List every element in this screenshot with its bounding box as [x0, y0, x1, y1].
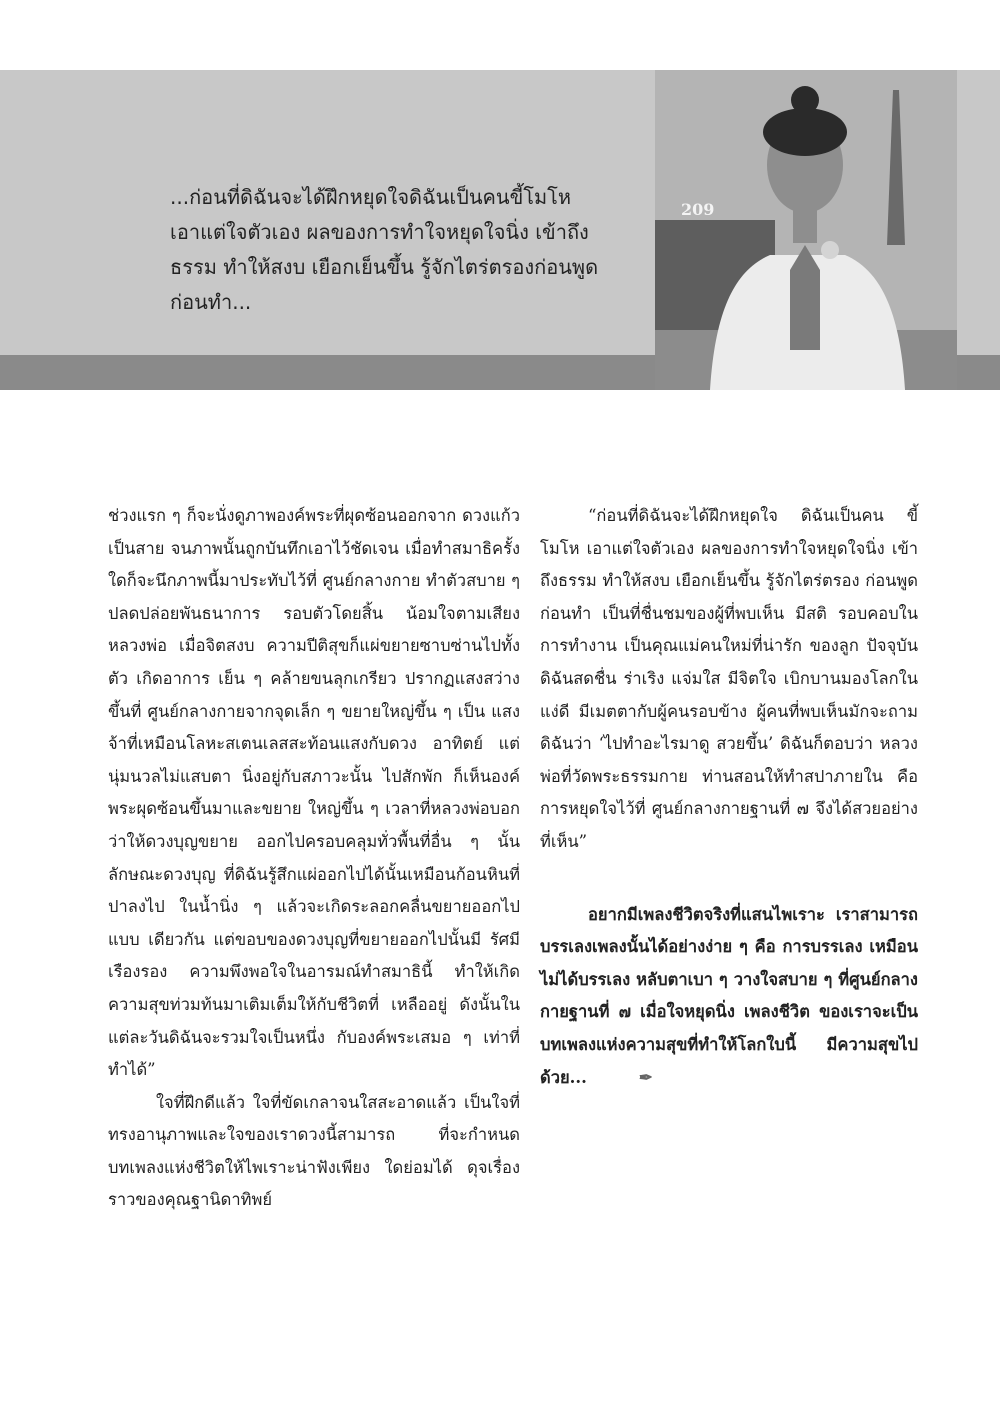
text-line: เมื่อทำสมาธิครั้งใดก็จะนึกภาพนี้มาประทับไว้ที่	[108, 538, 520, 591]
right-column	[540, 500, 918, 1094]
pull-quote-line: ...ก่อนที่ดิฉันจะได้ฝึกหยุดใจดิฉันเป็นคนขี้โมโห	[170, 185, 572, 209]
right-paragraph-2	[540, 899, 918, 1095]
text-line: ก่อนพูด ก่อนทำ เป็นที่ชื่นชมของผู้ที่พบเห็น มีสติ	[540, 571, 918, 623]
text-line: ผู้คนที่พบเห็นมักจะถามดิฉันว่า ‘ไปทำอะไรมาดู	[540, 701, 918, 754]
text-line: ศูนย์กลางกาย ทำตัวสบาย ๆ ปลดปล่อยพันธนาการ	[108, 571, 520, 623]
right-paragraph-1	[540, 500, 918, 859]
text-line: ที่ศูนย์กลางกายฐานที่ ๗ เมื่อใจหยุดนิ่ง เพลงชีวิต	[540, 969, 918, 1022]
left-paragraph-1	[108, 500, 520, 1087]
text-line: ใดย่อมได้ ดุจเรื่องราวของคุณฐานิดาทิพย์	[108, 1157, 521, 1210]
portrait-photo	[655, 70, 957, 390]
text-line: เหมือนไม่ได้บรรเลง หลับตาเบา ๆ วางใจสบาย ๆ	[540, 937, 918, 989]
text-line: ออกไปครอบคลุมทั่วพื้นที่อื่น ๆ นั้น ลักษณะดวงบุญ	[108, 831, 520, 884]
text-line: มีความสุขไปด้วย...	[540, 1034, 918, 1087]
text-line: เหลืออยู่ ดังนั้นในแต่ละวันดิฉันจะรวมใจเป็นหนึ่ง	[108, 994, 520, 1047]
text-line: เบิกบานมองโลกในแง่ดี มีเมตตากับผู้คนรอบข้าง	[540, 668, 918, 721]
text-line: รอบตัวโดยสิ้น น้อมใจตามเสียงหลวงพ่อ เมื่อจิตสงบ	[108, 603, 521, 656]
pull-quote	[170, 180, 640, 320]
photo-number: 209	[681, 200, 715, 219]
text-line: แสงจ้าที่เหมือนโลหะสเตนเลสสะท้อนแสงกับดวง	[108, 701, 521, 754]
text-line: ท่านสอนให้ทำสปาภายใน คือ การหยุดใจไว้ที่	[540, 766, 918, 819]
text-line: รัศมีเรืองรอง ความพึงพอใจในอารมณ์ทำสมาธินี้	[108, 929, 521, 982]
text-line: ดวงแก้วเป็นสาย จนภาพนั้นถูกบันทึกเอาไว้ชัดเจน	[108, 506, 520, 558]
text-line: ที่ดิฉันรู้สึกแผ่ออกไปได้นั้นเหมือนก้อนหินที่ปาลงไป	[108, 864, 520, 917]
text-line: เป็นใจที่ทรงอานุภาพและใจของเราดวงนี้สามารถ	[108, 1092, 520, 1145]
text-line: ขี้โมโห เอาแต่ใจตัวเอง ผลของการทำใจหยุดใจนิ่ง	[540, 506, 918, 558]
text-line: ที่จะกำหนดบทเพลงแห่งชีวิตให้ไพเราะน่าฟังเพียง	[108, 1125, 520, 1177]
left-column	[108, 500, 520, 1217]
text-line: ใจที่ฝึกดีแล้ว ใจที่ขัดเกลาจนใสสะอาดแล้ว	[156, 1092, 457, 1112]
text-line: “ก่อนที่ดิฉันจะได้ฝึกหยุดใจ ดิฉันเป็นคน	[588, 506, 884, 525]
text-line: สวยขึ้น’ ดิฉันก็ตอบว่า หลวงพ่อที่วัดพระธรรมกาย	[540, 734, 918, 786]
pull-quote-line: เอาแต่ใจตัวเอง ผลของการทำใจหยุดใจนิ่ง เข้าถึง	[170, 220, 589, 244]
text-line: ในน้ำนิ่ง ๆ แล้วจะเกิดระลอกคลื่นขยายออกไปแบบ	[108, 897, 520, 949]
pull-quote-line: ธรรม ทำให้สงบ เยือกเย็นขึ้น รู้จักไตร่ตรองก่อนพูด	[170, 255, 599, 279]
text-line: บรรเลงเพลงนั้นได้อย่างง่าย ๆ คือ การบรรเลง	[540, 937, 863, 957]
text-line: ศูนย์กลางกายฐานที่ ๗ จึงได้สวยอย่างที่เห็น”	[540, 799, 918, 851]
text-line: ศูนย์กลางกายจากจุดเล็ก ๆ ขยายใหญ่ขึ้น ๆ เป็น	[147, 701, 486, 721]
text-line: รอบคอบในการทำงาน เป็นคุณแม่คนใหม่ที่น่ารัก	[540, 603, 919, 656]
text-line: ของเราจะเป็นบทเพลงแห่งความสุขที่ทำให้โลกใบนี้	[540, 1002, 918, 1054]
text-line: อาทิตย์ แต่นุ่มนวลไม่แสบตา นิ่งอยู่กับสภาวะนั้น	[108, 734, 520, 786]
feather-ornament-icon: ✒	[638, 1067, 653, 1087]
text-line: อยากมีเพลงชีวิตจริงที่แสนไพเราะ เราสามารถ	[588, 904, 918, 924]
text-line: ทำให้เกิดความสุขท่วมท้นมาเติมเต็มให้กับชีวิตที่	[108, 962, 520, 1014]
text-line: ของลูก ปัจจุบันดิฉันสดชื่น ร่าเริง แจ่มใส มีจิตใจ	[540, 636, 918, 688]
pull-quote-line: ก่อนทำ...	[170, 290, 252, 314]
text-line: ความปีติสุขก็แผ่ขยายซาบซ่านไปทั้งตัว เกิดอาการ	[108, 636, 520, 688]
text-line: ช่วงแรก ๆ ก็จะนั่งดูภาพองค์พระที่ผุดซ้อนออกจาก	[108, 506, 457, 525]
portrait-illustration	[655, 70, 957, 390]
text-line: ไปสักพัก ก็เห็นองค์พระผุดซ้อนขึ้นมาและขยาย	[108, 766, 521, 819]
text-line: กับองค์พระเสมอ ๆ เท่าที่ทำได้”	[108, 1027, 521, 1080]
text-line: เข้าถึงธรรม ทำให้สงบ เยือกเย็นขึ้น รู้จักไตร่ตรอง	[540, 538, 919, 591]
text-line: เดียวกัน แต่ขอบของดวงบุญที่ขยายออกไปนั้นมี	[148, 929, 482, 949]
left-paragraph-2	[108, 1087, 520, 1217]
text-line: เย็น ๆ คล้ายขนลุกเกรียว ปรากฏแสงสว่างขึ้นที่	[108, 668, 520, 721]
text-line: ใหญ่ขึ้น ๆ เวลาที่หลวงพ่อบอกว่าให้ดวงบุญขยาย	[108, 799, 520, 851]
